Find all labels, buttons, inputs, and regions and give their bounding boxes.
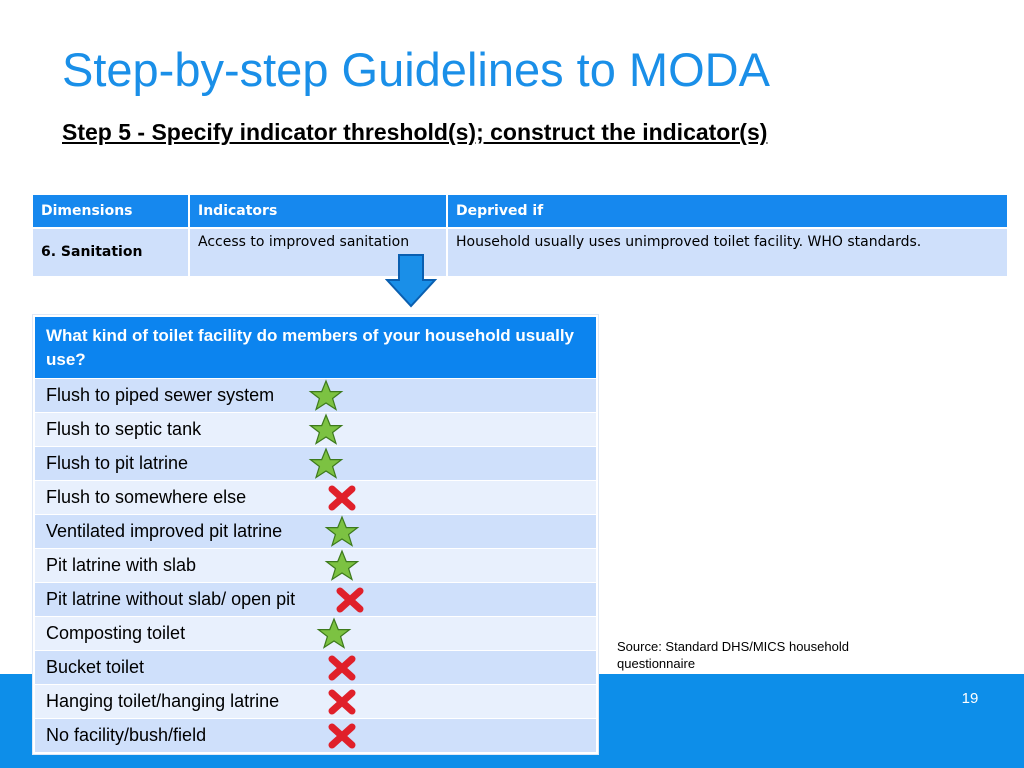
toilet-option-cell [34, 481, 597, 515]
table-row [34, 617, 597, 651]
toilet-option-label: Hanging toilet/hanging latrine [46, 691, 280, 711]
dimensions-header-row [33, 195, 1007, 228]
header-deprived-if: Deprived if [447, 195, 1007, 228]
toilet-option-label: Flush to pit latrine [46, 453, 189, 473]
green-star-icon [316, 617, 352, 651]
table-row [34, 719, 597, 753]
toilet-option-cell [34, 583, 597, 617]
red-x-icon [324, 481, 360, 515]
cell-indicator: Access to improved sanitation [189, 228, 447, 276]
toilet-option-cell [34, 651, 597, 685]
source-note: Source: Standard DHS/MICS household questionnaire [617, 639, 849, 671]
toilet-option-cell [34, 719, 597, 753]
green-star-icon [324, 515, 360, 549]
slide-title: Step-by-step Guidelines to MODA [62, 43, 770, 96]
toilet-option-label: Pit latrine without slab/ open pit [46, 589, 296, 609]
cell-deprived-if: Household usually uses unimproved toilet facility. WHO standards. [447, 228, 1007, 276]
toilet-option-label: Flush to piped sewer system [46, 385, 275, 405]
green-star-icon [308, 379, 344, 413]
page-number: 19 [961, 690, 979, 707]
red-x-icon [332, 583, 368, 617]
toilet-facility-table [33, 315, 598, 754]
toilet-option-cell [34, 413, 597, 447]
table-row [34, 413, 597, 447]
toilet-option-label: Composting toilet [46, 623, 186, 643]
table-row [34, 379, 597, 413]
red-x-icon [324, 651, 360, 685]
cell-dimension: 6. Sanitation [33, 228, 189, 276]
question-header: What kind of toilet facility do members of your household usually use? [34, 316, 597, 379]
table-row [34, 447, 597, 481]
red-x-icon [324, 685, 360, 719]
green-star-icon [324, 549, 360, 583]
table-row [34, 515, 597, 549]
table-row [34, 651, 597, 685]
table-row [33, 228, 1007, 276]
red-x-icon [324, 719, 360, 753]
toilet-option-cell [34, 617, 597, 651]
toilet-option-label: Ventilated improved pit latrine [46, 521, 283, 541]
toilet-option-cell [34, 515, 597, 549]
toilet-option-label: Pit latrine with slab [46, 555, 197, 575]
table-row [34, 685, 597, 719]
green-star-icon [308, 413, 344, 447]
toilet-option-label: Flush to septic tank [46, 419, 202, 439]
toilet-option-cell [34, 685, 597, 719]
toilet-option-cell [34, 447, 597, 481]
table-row [34, 549, 597, 583]
table-row [34, 583, 597, 617]
toilet-option-cell [34, 379, 597, 413]
header-indicators: Indicators [189, 195, 447, 228]
toilet-option-cell [34, 549, 597, 583]
dimensions-table [33, 195, 1007, 276]
header-dimensions: Dimensions [33, 195, 189, 228]
down-arrow-icon [385, 254, 437, 308]
green-star-icon [308, 447, 344, 481]
table-row [34, 481, 597, 515]
toilet-option-label: Bucket toilet [46, 657, 145, 677]
toilet-option-label: No facility/bush/field [46, 724, 207, 745]
slide-subtitle: Step 5 - Specify indicator threshold(s); construct the indicator(s) [62, 119, 768, 145]
toilet-option-label: Flush to somewhere else [46, 487, 247, 507]
